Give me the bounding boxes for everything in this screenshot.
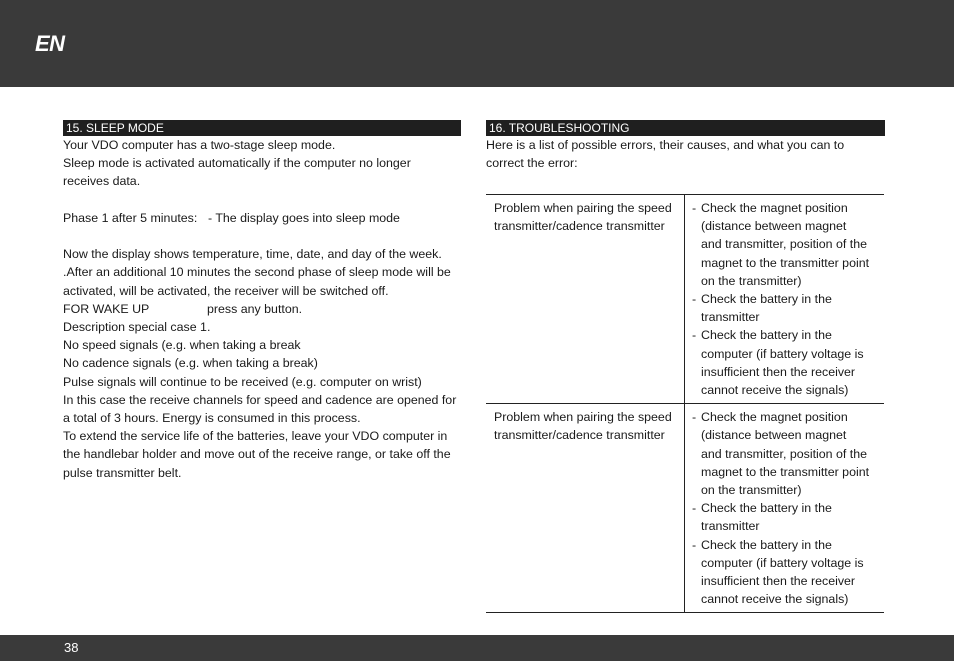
text-line: Here is a list of possible errors, their causes, and what you can to xyxy=(486,138,845,152)
text-line: Your VDO computer has a two-stage sleep mode. xyxy=(63,138,336,152)
header-bar xyxy=(0,0,954,87)
footer-bar xyxy=(0,635,954,661)
text-line: receives data. xyxy=(63,174,141,189)
troubleshooting-table xyxy=(486,194,884,613)
sleep-mode-heading: 15. SLEEP MODE xyxy=(63,120,461,136)
text-line: transmitter/cadence transmitter xyxy=(494,219,665,234)
table-row xyxy=(486,404,884,613)
text-line: insufficient then the receiver xyxy=(701,364,856,379)
remedy-item: - Check the battery in the transmitter xyxy=(692,499,884,535)
remedy-item: - Check the battery in the transmitter xyxy=(692,290,884,326)
language-label: EN xyxy=(35,31,65,56)
text-line: correct the error: xyxy=(486,156,578,171)
remedy-item: - Check the battery in the computer (if battery voltage is insufficient then the receiver cannot receive the signals) xyxy=(692,326,884,399)
phase-1-value: - The display goes into sleep mode xyxy=(208,210,400,225)
troubleshooting-intro xyxy=(486,136,885,172)
text-line: pulse transmitter belt. xyxy=(63,465,182,480)
text-line: (distance between magnet xyxy=(701,219,847,234)
text-line: cannot receive the signals) xyxy=(701,592,849,607)
problem-cell xyxy=(486,195,685,404)
text-line: No speed signals (e.g. when taking a break xyxy=(63,338,301,353)
remedy-item: - Check the magnet position (distance between magnet and transmitter, position of the magnet to the transmitter point on the transmitter) xyxy=(692,199,884,290)
text-line: and transmitter, position of the xyxy=(701,446,867,461)
remedy-cell xyxy=(685,404,885,613)
remedy-cell xyxy=(685,195,885,404)
troubleshooting-heading: 16. TROUBLESHOOTING xyxy=(486,120,885,136)
text-line: To extend the service life of the batteries, leave your VDO computer in xyxy=(63,429,448,444)
text-line: magnet to the transmitter point xyxy=(701,464,870,479)
text-line: insufficient then the receiver xyxy=(701,574,856,589)
sleep-mode-body-1 xyxy=(63,245,461,300)
text-line: on the transmitter) xyxy=(701,273,802,288)
text-line: Check the magnet position xyxy=(701,201,848,215)
text-line: Check the magnet position xyxy=(701,410,848,425)
text-line: magnet to the transmitter point xyxy=(701,255,870,270)
text-line: Check the battery in the xyxy=(701,328,832,343)
text-line: and transmitter, position of the xyxy=(701,237,867,252)
table-row xyxy=(486,195,884,404)
remedy-item: - Check the battery in the computer (if battery voltage is insufficient then the receiver cannot receive the signals) xyxy=(692,536,884,609)
text-line: transmitter xyxy=(701,519,760,534)
text-line: .After an additional 10 minutes the second phase of sleep mode will be xyxy=(63,265,451,280)
text-line: cannot receive the signals) xyxy=(701,383,849,398)
text-line: the handlebar holder and move out of the receive range, or take off the xyxy=(63,447,451,462)
page-number: 38 xyxy=(64,640,79,655)
sleep-mode-body-2 xyxy=(63,318,461,482)
wake-up-row xyxy=(63,300,461,318)
text-line: transmitter xyxy=(701,310,760,325)
remedy-item: - Check the magnet position (distance between magnet and transmitter, position of the magnet to the transmitter point on the transmitter) xyxy=(692,408,884,499)
sleep-mode-section xyxy=(63,120,461,482)
text-line: Check the battery in the xyxy=(701,501,832,516)
sleep-mode-intro xyxy=(63,136,461,191)
text-line: Pulse signals will continue to be received (e.g. computer on wrist) xyxy=(63,374,422,389)
problem-cell xyxy=(486,404,685,613)
wake-up-label: FOR WAKE UP xyxy=(63,301,150,316)
text-line: No cadence signals (e.g. when taking a break) xyxy=(63,356,318,371)
text-line: a total of 3 hours. Energy is consumed in this process. xyxy=(63,411,361,426)
text-line: Sleep mode is activated automatically if the computer no longer xyxy=(63,156,411,171)
text-line: on the transmitter) xyxy=(701,483,802,498)
text-line: Description special case 1. xyxy=(63,320,211,334)
text-line: In this case the receive channels for speed and cadence are opened for xyxy=(63,392,457,407)
text-line: Check the battery in the xyxy=(701,537,832,552)
text-line: activated, will be activated, the receiver will be switched off. xyxy=(63,283,389,298)
phase-1-row xyxy=(63,209,461,227)
text-line: Now the display shows temperature, time, date, and day of the week. xyxy=(63,247,442,262)
text-line: computer (if battery voltage is xyxy=(701,555,864,570)
text-line: Check the battery in the xyxy=(701,292,832,307)
text-line: (distance between magnet xyxy=(701,428,847,443)
wake-up-value: press any button. xyxy=(207,301,303,316)
text-line: computer (if battery voltage is xyxy=(701,346,864,361)
text-line: Problem when pairing the speed xyxy=(494,410,672,425)
phase-1-label: Phase 1 after 5 minutes: xyxy=(63,210,198,225)
text-line: Problem when pairing the speed xyxy=(494,201,672,215)
text-line: transmitter/cadence transmitter xyxy=(494,428,665,443)
troubleshooting-section xyxy=(486,120,885,607)
